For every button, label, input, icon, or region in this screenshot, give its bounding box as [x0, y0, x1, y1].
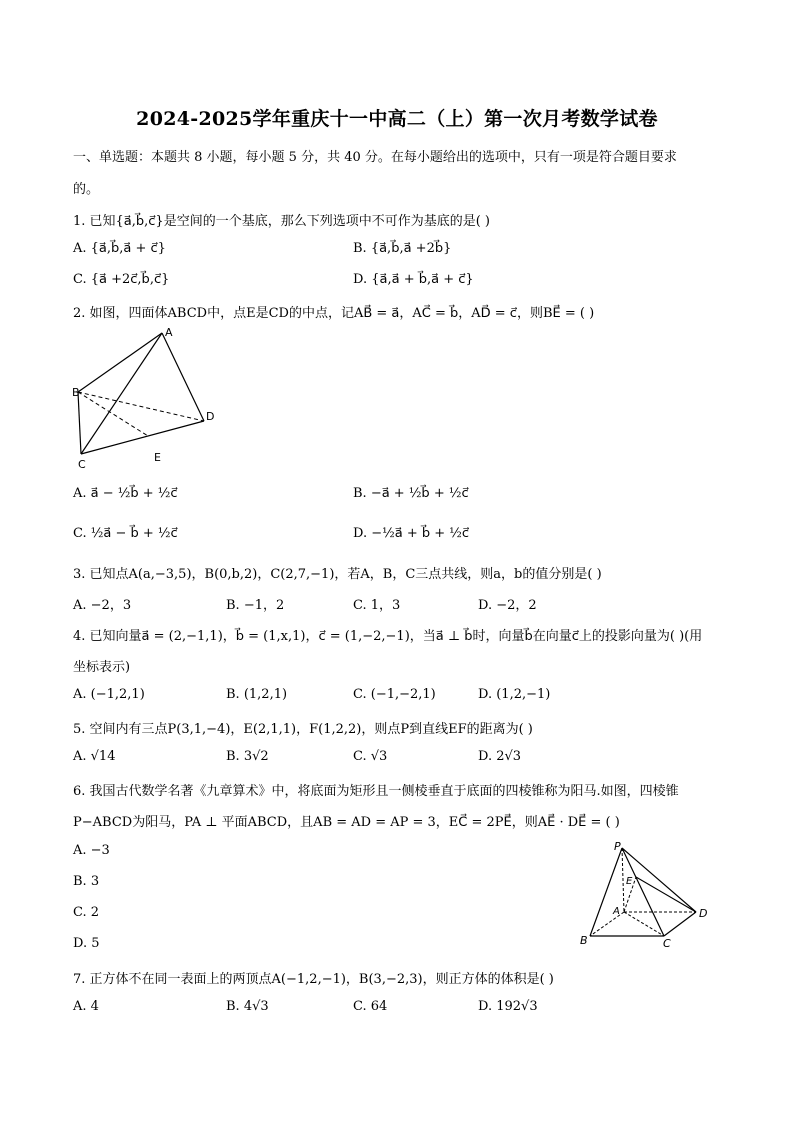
question-4-stem-cont: 坐标表示) — [73, 660, 131, 675]
question-1-option-b: B. {a⃗,b⃗,a⃗ +2b⃗} — [353, 241, 452, 256]
question-5-option-b: B. 3√2 — [226, 749, 269, 764]
segment-be-hidden — [78, 392, 148, 436]
question-7-option-d: D. 192√3 — [478, 999, 538, 1014]
question-5-option-a: A. √14 — [73, 749, 116, 764]
question-6-option-c: C. 2 — [73, 905, 100, 920]
section-heading-cont: 的。 — [73, 182, 100, 197]
tetrahedron-figure — [70, 324, 230, 474]
question-1-option-a: A. {a⃗,b⃗,a⃗ + c⃗} — [73, 241, 166, 256]
label-d: D — [206, 410, 215, 423]
question-6-stem-cont: P−ABCD为阳马，PA ⊥ 平面ABCD，且AB = AD = AP = 3，EC⃗ = 2PE⃗，则AE⃗ · DE⃗ = ( ) — [73, 815, 620, 830]
question-1-stem: 1. 已知{a⃗,b⃗,c⃗}是空间的一个基底，那么下列选项中不可作为基底的是( ) — [73, 214, 490, 229]
question-2-stem: 2. 如图，四面体ABCD中，点E是CD的中点，记AB⃗ = a⃗，AC⃗ = b⃗，AD⃗ = c⃗，则BE⃗ = ( ) — [73, 306, 595, 321]
edge-bc — [78, 392, 81, 454]
edge-cd — [664, 912, 696, 936]
question-6-option-a: A. −3 — [73, 843, 110, 858]
question-3-option-b: B. −1，2 — [226, 598, 285, 613]
pyramid-figure — [576, 838, 716, 950]
label-c: C — [663, 937, 671, 950]
question-6-option-b: B. 3 — [73, 874, 100, 889]
question-4-option-a: A. (−1,2,1) — [73, 687, 145, 702]
question-3-option-c: C. 1，3 — [353, 598, 401, 613]
question-3-option-d: D. −2，2 — [478, 598, 537, 613]
question-2-option-a: A. a⃗ − ½b⃗ + ½c⃗ — [73, 486, 178, 501]
label-a: A — [165, 326, 173, 339]
question-3-option-a: A. −2，3 — [73, 598, 132, 613]
label-e: E — [154, 451, 161, 464]
segment-ed — [636, 877, 696, 912]
question-2-option-b: B. −a⃗ + ½b⃗ + ½c⃗ — [353, 486, 469, 501]
edge-pb — [590, 848, 622, 936]
edge-pd — [622, 848, 696, 912]
edge-ab — [78, 333, 162, 392]
question-7-option-b: B. 4√3 — [226, 999, 269, 1014]
label-c: C — [78, 458, 86, 471]
edge-pc — [622, 848, 664, 936]
question-6-option-d: D. 5 — [73, 936, 100, 951]
label-e: E — [626, 876, 633, 887]
edge-bd-hidden — [78, 392, 204, 421]
question-2-option-d: D. −½a⃗ + b⃗ + ½c⃗ — [353, 526, 469, 541]
question-5-stem: 5. 空间内有三点P(3,1,−4)，E(2,1,1)，F(1,2,2)，则点P到直线EF的距离为( ) — [73, 722, 533, 737]
question-4-stem: 4. 已知向量a⃗ = (2,−1,1)，b⃗ = (1,x,1)，c⃗ = (1,−2,−1)，当a⃗ ⊥ b⃗时，向量b⃗在向量c⃗上的投影向量为( )(用 — [73, 629, 703, 644]
label-b: B — [72, 386, 80, 399]
question-3-stem: 3. 已知点A(a,−3,5)，B(0,b,2)，C(2,7,−1)，若A，B，C三点共线，则a，b的值分别是( ) — [73, 567, 602, 582]
page-title: 2024-2025学年重庆十一中高二（上）第一次月考数学试卷 — [136, 108, 658, 130]
question-1-option-c: C. {a⃗ +2c⃗,b⃗,c⃗} — [73, 272, 170, 287]
question-7-stem: 7. 正方体不在同一表面上的两顶点A(−1,2,−1)，B(3,−2,3)，则正方体的体积是( ) — [73, 972, 554, 987]
question-2-option-c: C. ½a⃗ − b⃗ + ½c⃗ — [73, 526, 178, 541]
label-b: B — [580, 934, 588, 947]
question-7-option-a: A. 4 — [73, 999, 99, 1014]
question-4-option-d: D. (1,2,−1) — [478, 687, 551, 702]
label-a: A — [613, 906, 620, 917]
question-4-option-b: B. (1,2,1) — [226, 687, 288, 702]
question-5-option-d: D. 2√3 — [478, 749, 522, 764]
question-6-stem: 6. 我国古代数学名著《九章算术》中，将底面为矩形且一侧棱垂直于底面的四棱锥称为阳马.如图，四棱锥 — [73, 784, 679, 799]
edge-pa-hidden — [622, 848, 624, 912]
question-1-option-d: D. {a⃗,a⃗ + b⃗,a⃗ + c⃗} — [353, 272, 474, 287]
section-heading: 一、单选题：本题共 8 小题，每小题 5 分，共 40 分。在每小题给出的选项中，只有一项是符合题目要求 — [73, 150, 677, 165]
edge-ad — [162, 333, 204, 421]
question-5-option-c: C. √3 — [353, 749, 388, 764]
label-d: D — [699, 907, 708, 920]
question-4-option-c: C. (−1,−2,1) — [353, 687, 436, 702]
question-7-option-c: C. 64 — [353, 999, 388, 1014]
label-p: P — [614, 840, 621, 853]
